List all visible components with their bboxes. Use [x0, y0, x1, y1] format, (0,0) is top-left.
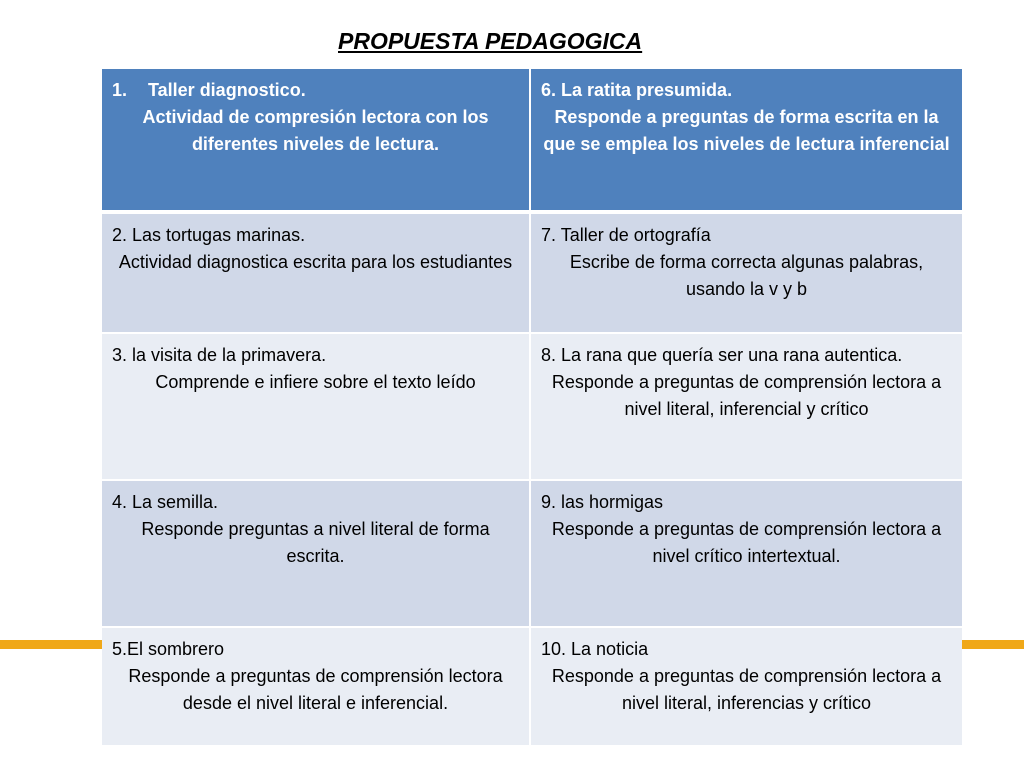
cell-heading	[112, 77, 519, 104]
cell-heading-text: Taller diagnostico.	[148, 80, 306, 100]
cell-description: Responde a preguntas de comprensión lectora a nivel literal, inferencias y crítico	[551, 666, 942, 713]
accent-line-left	[0, 640, 102, 649]
table-cell-activity-10	[531, 628, 962, 747]
accent-line-right	[962, 640, 1024, 649]
cell-heading: 2. Las tortugas marinas.	[112, 225, 306, 245]
table-cell-activity-4	[102, 481, 531, 628]
list-number: 1.	[112, 80, 128, 100]
cell-heading: 5.El sombrero	[112, 639, 225, 659]
table-cell-activity-2	[102, 214, 531, 334]
cell-description: Responde a preguntas de forma escrita en la que se emplea los niveles de lectura inferencial	[543, 107, 950, 154]
cell-heading: 7. Taller de ortografía	[541, 225, 711, 245]
cell-description: Responde preguntas a nivel literal de forma escrita.	[141, 519, 490, 566]
table-cell-activity-6	[531, 69, 962, 214]
cell-description: Actividad de compresión lectora con los diferentes niveles de lectura.	[142, 107, 489, 154]
cell-heading: 8. La rana que quería ser una rana autentica.	[541, 345, 903, 365]
cell-description: Responde a preguntas de comprensión lectora a nivel literal, inferencial y crítico	[551, 372, 942, 419]
table-cell-activity-7	[531, 214, 962, 334]
table-cell-activity-9	[531, 481, 962, 628]
page-title: PROPUESTA PEDAGOGICA	[338, 28, 643, 54]
table-cell-activity-8	[531, 334, 962, 481]
table-cell-activity-5	[102, 628, 531, 747]
cell-description: Escribe de forma correcta algunas palabras, usando la v y b	[569, 252, 924, 299]
table-cell-activity-1	[102, 69, 531, 214]
table-cell-activity-3	[102, 334, 531, 481]
cell-description: Responde a preguntas de comprensión lectora a nivel crítico intertextual.	[551, 519, 942, 566]
cell-heading: 9. las hormigas	[541, 492, 664, 512]
cell-description: Actividad diagnostica escrita para los estudiantes	[118, 252, 513, 272]
cell-heading: 4. La semilla.	[112, 492, 219, 512]
cell-description: Comprende e infiere sobre el texto leído	[155, 372, 476, 392]
cell-heading: 3. la visita de la primavera.	[112, 345, 327, 365]
cell-heading: 6. La ratita presumida.	[541, 80, 733, 100]
cell-heading: 10. La noticia	[541, 639, 649, 659]
cell-description: Responde a preguntas de comprensión lectora desde el nivel literal e inferencial.	[128, 666, 503, 713]
activities-table	[102, 69, 962, 747]
